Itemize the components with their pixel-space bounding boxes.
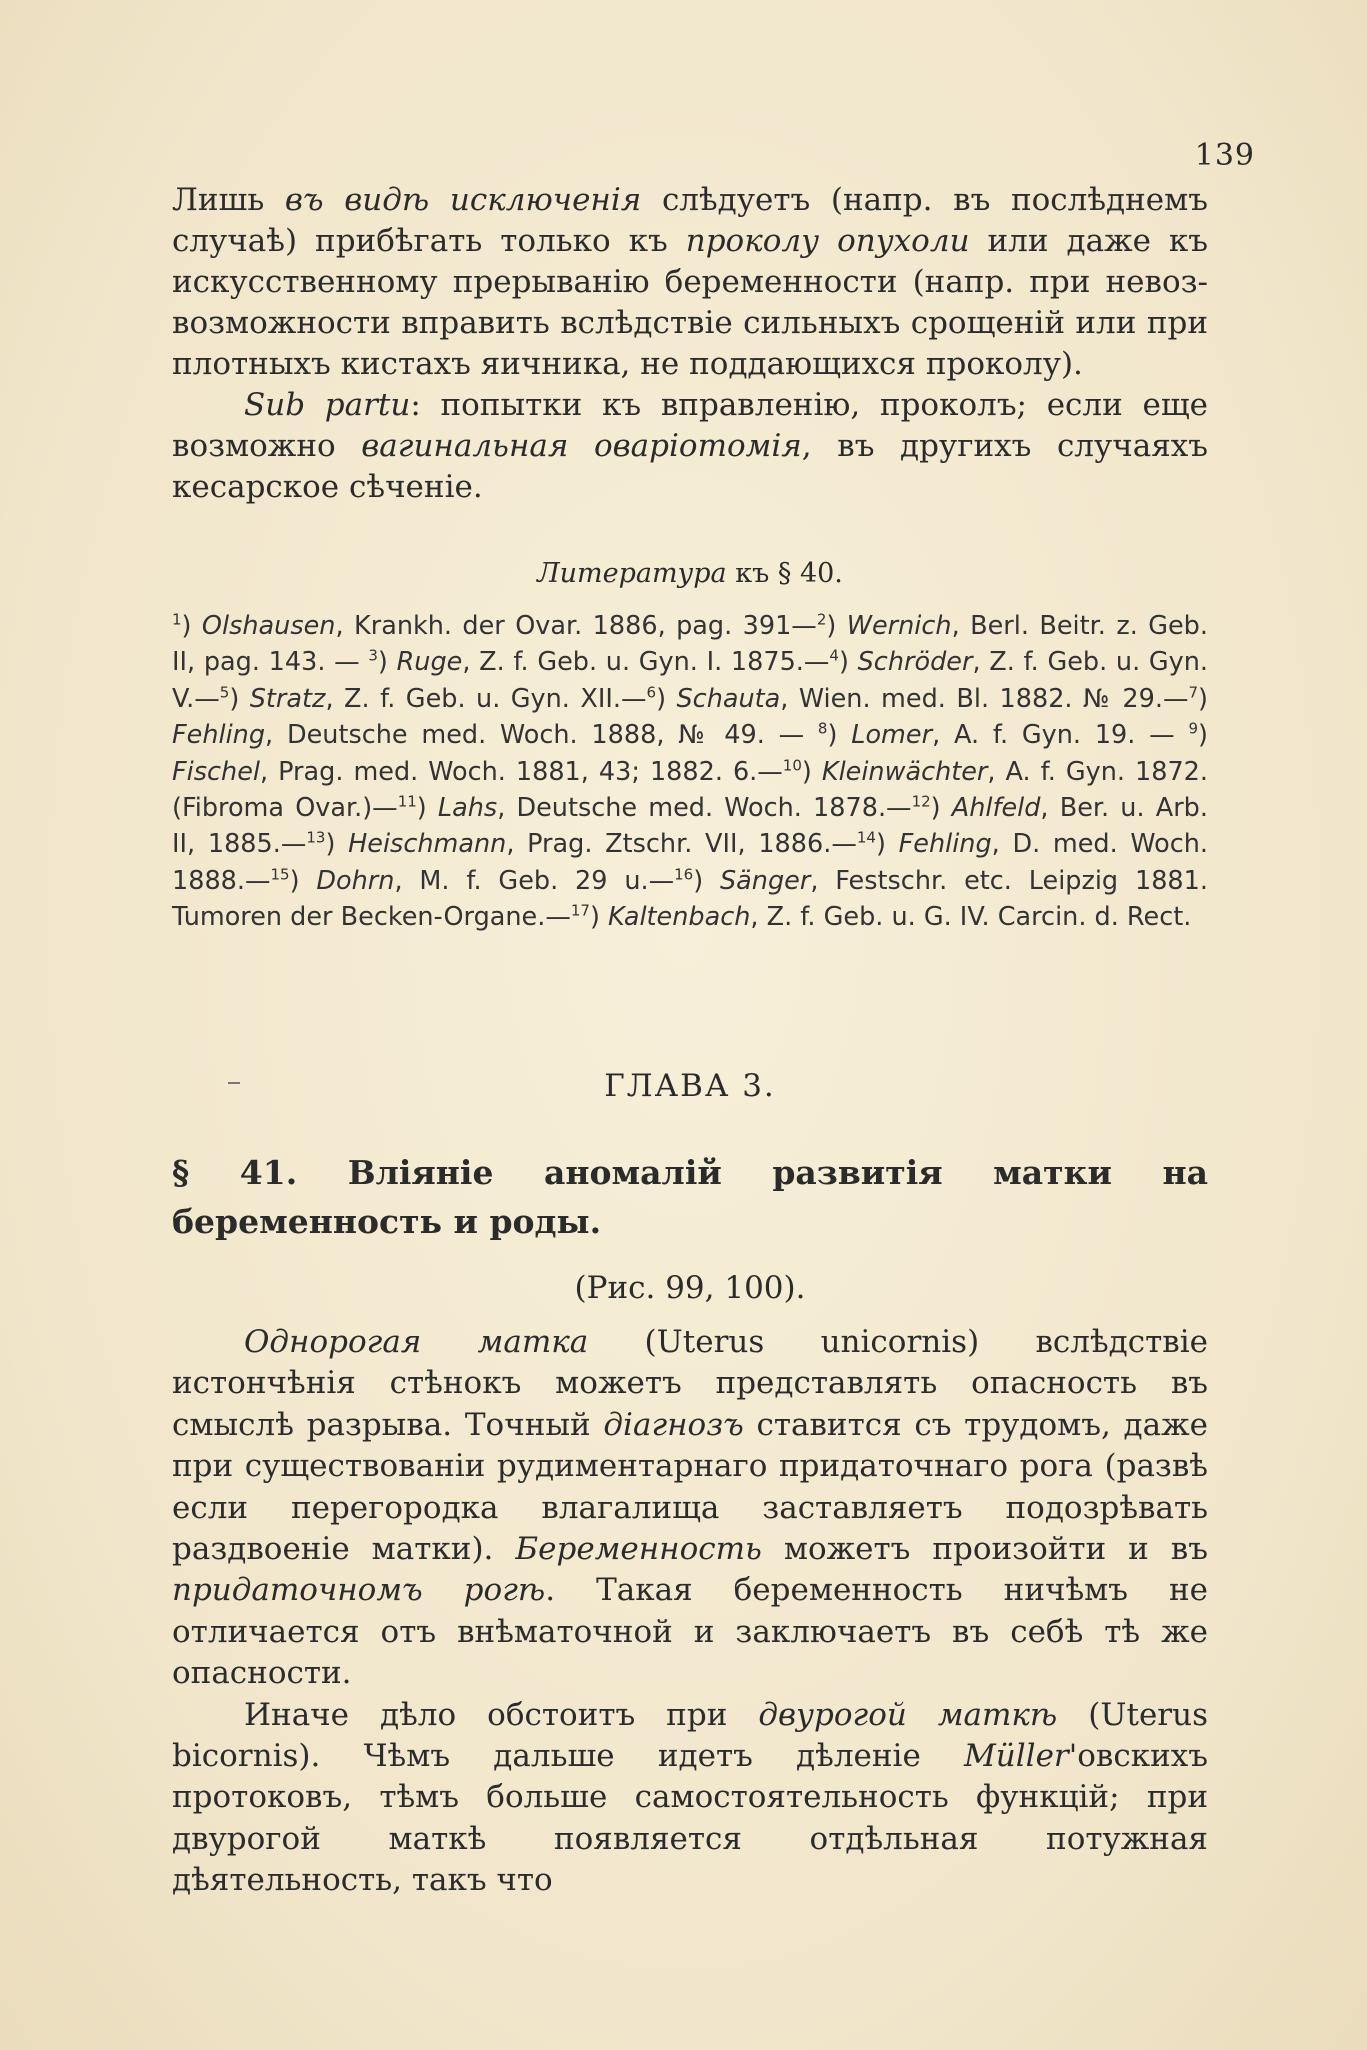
page-number: 139 bbox=[1194, 138, 1255, 173]
paragraph-3 bbox=[172, 1322, 1208, 1695]
reference-text: , A. f. Gyn. 19. — bbox=[932, 720, 1189, 751]
reference-author: Sänger bbox=[719, 865, 811, 896]
reference-item: $^8$) Lomer, A. f. Gyn. 19. — bbox=[817, 719, 1189, 751]
reference-item: $^{16}$) Sänger, Festschr. etc. Leipzig 1881. Tumoren der Becken-Organe.— bbox=[172, 865, 1208, 933]
reference-number: 14 bbox=[856, 828, 876, 847]
paragraph-1 bbox=[172, 180, 1208, 385]
reference-item: $^5$) Stratz, Z. f. Geb. u. Gyn. XII.— bbox=[219, 683, 647, 714]
reference-text: , Prag. Ztschr. VII, 1886.— bbox=[506, 829, 857, 860]
reference-item: $^{17}$) Kaltenbach, Z. f. Geb. u. G. IV. Carcin. d. Rect. bbox=[570, 901, 1192, 933]
reference-number: 17 bbox=[570, 901, 590, 920]
reference-author: Heischmann bbox=[348, 829, 507, 860]
body-text-top bbox=[172, 180, 1208, 508]
reference-text: , Deutsche med. Woch. 1888, № 49. — bbox=[265, 720, 818, 751]
text-run: Иначе дѣло обстоитъ при bbox=[244, 1696, 759, 1733]
reference-author: Fischel bbox=[172, 756, 260, 787]
reference-number: 16 bbox=[674, 865, 694, 884]
reference-author: Lahs bbox=[437, 793, 498, 824]
reference-item: $^9$) Fischel, Prag. med. Woch. 1881, 43; 1882. 6.— bbox=[172, 719, 1208, 787]
reference-item: $^2$) Wernich, Berl. Beitr. z. Geb. II, pag. 143. — bbox=[172, 610, 1208, 678]
reference-item: $^1$) Olshausen, Krankh. der Ovar. 1886, pag. 391— bbox=[172, 610, 817, 641]
reference-text: , Deutsche med. Woch. 1878.— bbox=[497, 793, 912, 824]
reference-item: $^6$) Schauta, Wien. med. Bl. 1882. № 29.— bbox=[646, 683, 1189, 714]
reference-item: $^3$) Ruge, Z. f. Geb. u. Gyn. I. 1875.— bbox=[368, 646, 830, 678]
reference-author: Fehling bbox=[898, 829, 992, 860]
reference-text: , Krankh. der Ovar. 1886, pag. 391— bbox=[335, 611, 817, 641]
reference-item: $^{14}$) Fehling, D. med. Woch. 1888.— bbox=[172, 828, 1209, 896]
reference-text: , Prag. med. Woch. 1881, 43; 1882. 6.— bbox=[260, 756, 783, 787]
section-heading: § 41. Вліяніе аномалій развитія матки на беременность и роды. bbox=[172, 1153, 1208, 1241]
reference-item: $^7$) Fehling, Deutsche med. Woch. 1888, № 49. — bbox=[172, 683, 1208, 751]
body-text-bottom bbox=[172, 1322, 1208, 1902]
reference-number: 2 bbox=[816, 610, 827, 629]
italic-run: діагнозъ bbox=[603, 1406, 744, 1443]
reference-text: , Festschr. etc. Leipzig 1881. Tumoren der Becken-Organe.— bbox=[172, 865, 1208, 933]
text-run: ставится съ трудомъ, даже при существованіи рудиментарнаго придаточнаго рога (развѣ если перегородка влагалища заставляетъ подозрѣвать раздвоеніе матки). bbox=[172, 1406, 1208, 1568]
paragraph-4 bbox=[172, 1695, 1208, 1902]
reference-item: $^{11}$) Lahs, Deutsche med. Woch. 1878.— bbox=[397, 792, 912, 824]
italic-run: Однорогая матка bbox=[244, 1324, 589, 1360]
text-run: : попытки къ вправленію, проколъ; если еще возможно bbox=[172, 387, 1208, 464]
figure-reference: (Рис. 99, 100). bbox=[574, 1270, 806, 1306]
reference-text: , Berl. Beitr. z. Geb. II, pag. 143. — bbox=[172, 611, 1208, 678]
reference-number: 13 bbox=[306, 828, 326, 847]
reference-text: , Z. f. Geb. u. Gyn. XII.— bbox=[325, 683, 647, 714]
reference-number: 3 bbox=[368, 646, 378, 665]
reference-author: Fehling bbox=[172, 720, 266, 751]
reference-number: 9 bbox=[1188, 719, 1199, 738]
text-run: или даже къ искусственному прерыванію беременности (напр. при невоз-возможности вправить вслѣдствіе сильныхъ срощеній или при плотныхъ кистахъ яичника, не поддающихся проколу). bbox=[172, 223, 1209, 382]
reference-number: 1 bbox=[172, 610, 182, 629]
paragraph-2 bbox=[172, 385, 1208, 508]
literature-title bbox=[172, 558, 1208, 589]
italic-run: вагинальная оваріотомія bbox=[361, 428, 802, 464]
reference-number: 8 bbox=[817, 719, 828, 738]
reference-author: Kleinwächter bbox=[821, 756, 988, 787]
reference-author: Schauta bbox=[676, 683, 781, 714]
reference-item: $^{10}$) Kleinwächter, A. f. Gyn. 1872. (Fibroma Ovar.)— bbox=[172, 756, 1208, 824]
reference-number: 6 bbox=[646, 683, 657, 702]
reference-text: , M. f. Geb. 29 u.— bbox=[394, 865, 675, 896]
reference-number: 10 bbox=[782, 756, 802, 775]
references-block bbox=[172, 608, 1208, 936]
reference-number: 7 bbox=[1188, 683, 1199, 702]
italic-run: Беременность bbox=[515, 1531, 762, 1568]
text-run: , въ другихъ случаяхъ кесарское сѣченіе. bbox=[172, 428, 1208, 505]
text-run: (Uterus bicornis). Чѣмъ дальше идетъ дѣленіе bbox=[172, 1696, 1208, 1775]
reference-author: Schröder bbox=[857, 647, 973, 678]
reference-number: 12 bbox=[911, 792, 931, 811]
reference-text: , Z. f. Geb. u. Gyn. I. 1875.— bbox=[462, 647, 830, 678]
reference-author: Dohrn bbox=[316, 865, 395, 896]
reference-number: 4 bbox=[829, 646, 839, 665]
text-run: 'овскихъ протоковъ, тѣмъ больше самостоятельность функцій; при двурогой маткѣ появляется отдѣльная потужная дѣятельность, такъ что bbox=[172, 1738, 1208, 1899]
reference-item: $^{12}$) Ahlfeld, Ber. u. Arb. II, 1885.— bbox=[172, 792, 1208, 860]
italic-run: въ видѣ исключенія bbox=[284, 182, 642, 218]
reference-text: , Z. f. Geb. u. G. IV. Carcin. d. Rect. bbox=[750, 902, 1192, 933]
reference-author: Wernich bbox=[846, 611, 952, 641]
reference-text: , A. f. Gyn. 1872. (Fibroma Ovar.)— bbox=[172, 756, 1208, 824]
text-run: (Uterus unicornis) вслѣдствіе истончѣнія стѣнокъ можетъ представлять опасность въ смыслѣ разрыва. Точный bbox=[172, 1324, 1208, 1443]
literature-title-rest: къ § 40. bbox=[726, 558, 843, 589]
reference-author: Ruge bbox=[396, 647, 463, 678]
reference-item: $^{13}$) Heischmann, Prag. Ztschr. VII, 1886.— bbox=[306, 828, 857, 860]
italic-run: Sub partu bbox=[244, 387, 411, 423]
reference-author: Olshausen bbox=[201, 611, 336, 641]
text-run: слѣдуетъ (напр. въ послѣднемъ случаѣ) прибѣгать только къ bbox=[172, 182, 1208, 259]
reference-author: Ahlfeld bbox=[951, 793, 1041, 824]
reference-number: 15 bbox=[270, 865, 290, 884]
reference-text: , Wien. med. Bl. 1882. № 29.— bbox=[780, 683, 1189, 714]
reference-text: , Ber. u. Arb. II, 1885.— bbox=[172, 793, 1208, 860]
text-run: можетъ произойти и въ bbox=[761, 1531, 1208, 1568]
reference-text: , D. med. Woch. 1888.— bbox=[172, 829, 1209, 896]
reference-author: Kaltenbach bbox=[608, 902, 751, 933]
italic-run: двурогой маткѣ bbox=[758, 1696, 1058, 1733]
italic-run: Müller bbox=[964, 1738, 1069, 1775]
reference-item: $^4$) Schröder, Z. f. Geb. u. Gyn. V.— bbox=[172, 646, 1208, 714]
reference-text: , Z. f. Geb. u. Gyn. V.— bbox=[172, 647, 1208, 714]
reference-number: 11 bbox=[397, 792, 417, 811]
chapter-title: ГЛАВА 3. bbox=[604, 1068, 776, 1104]
reference-number: 5 bbox=[219, 683, 230, 702]
italic-run: придаточномъ рогѣ bbox=[172, 1572, 546, 1609]
italic-run: проколу опухоли bbox=[685, 223, 970, 259]
reference-author: Lomer bbox=[851, 720, 933, 751]
reference-author: Stratz bbox=[249, 683, 326, 714]
literature-title-italic: Литература bbox=[537, 558, 727, 589]
text-run: Лишь bbox=[172, 182, 285, 218]
text-run: . Такая беременность ничѣмъ не отличается отъ внѣматочной и заключаетъ въ себѣ тѣ же опасности. bbox=[172, 1572, 1209, 1692]
reference-item: $^{15}$) Dohrn, M. f. Geb. 29 u.— bbox=[270, 865, 675, 896]
